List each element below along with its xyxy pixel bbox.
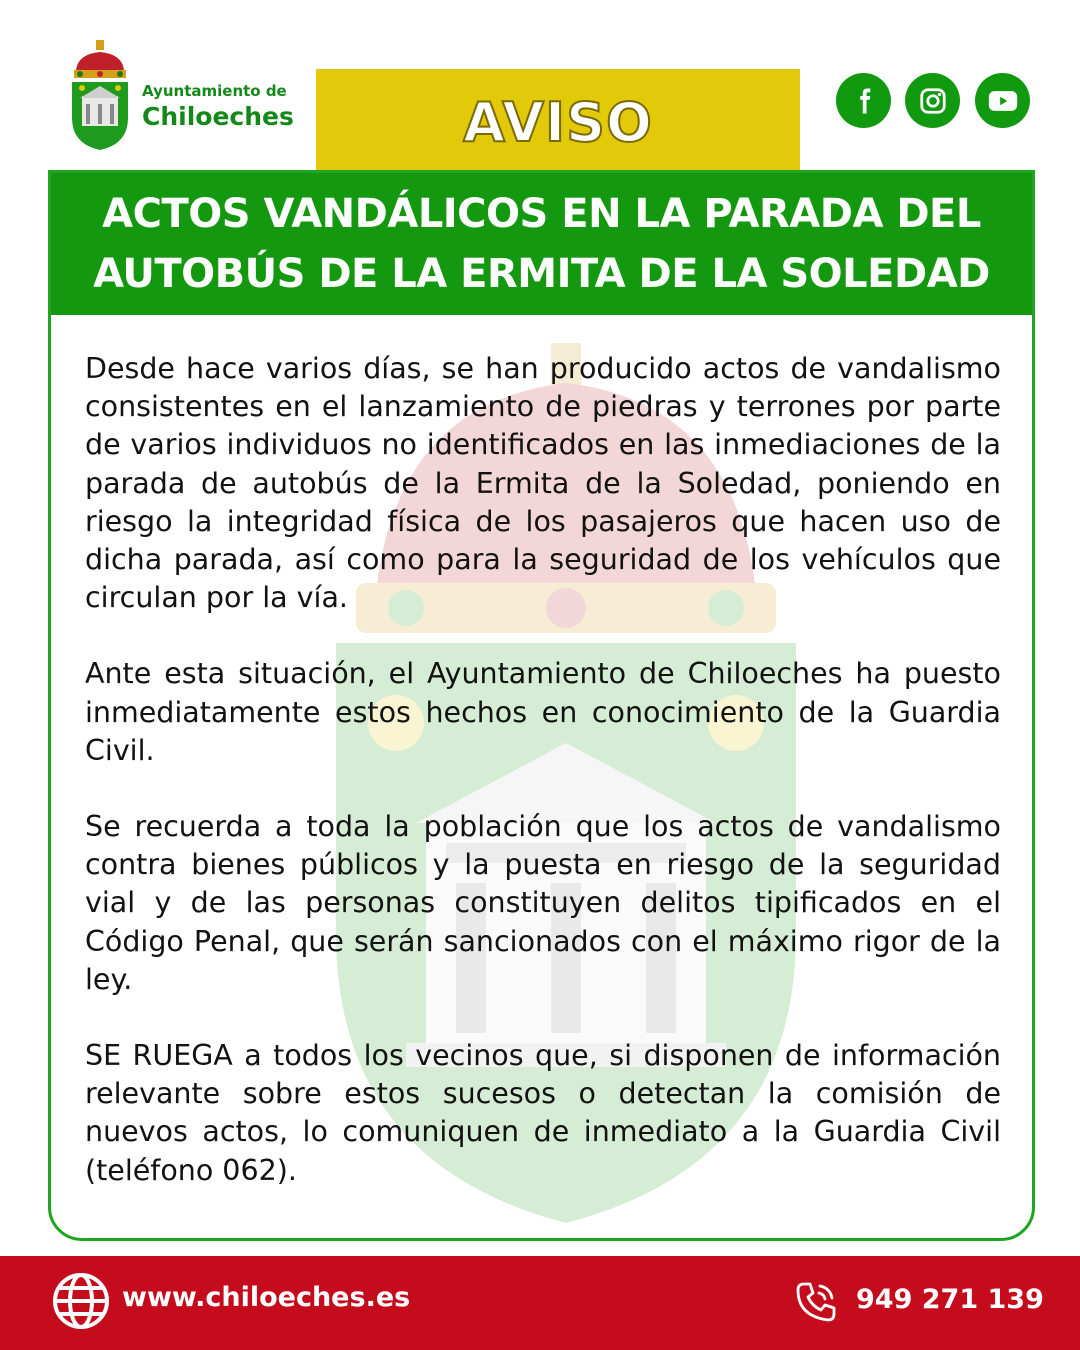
notice-paragraph-4: SE RUEGA a todos los vecinos que, si disponen de información relevante sobre estos sucesos o detectan la comisión de nuevos actos, lo comuniquen de inmediato a la Guardia Civil (teléfono 062). [85, 1039, 1001, 1187]
notice-card [48, 170, 1035, 1241]
coat-of-arms-icon [68, 40, 132, 152]
municipal-logo [68, 40, 308, 160]
facebook-link[interactable] [836, 73, 891, 128]
notice-paragraph-2: Ante esta situación, el Ayuntamiento de Chiloeches ha puesto inmediatamente estos hechos en conocimiento de la Guardia Civil. [85, 657, 1001, 767]
youtube-icon [986, 84, 1020, 118]
globe-icon [52, 1272, 110, 1330]
notice-title-bar [51, 173, 1032, 315]
footer-bar [0, 1256, 1080, 1350]
org-name-prefix: Ayuntamiento de [142, 82, 287, 100]
website-link[interactable]: www.chiloeches.es [122, 1282, 411, 1313]
notice-body [85, 350, 1001, 1228]
facebook-icon [849, 86, 879, 116]
notice-paragraph-3: Se recuerda a toda la población que los actos de vandalismo contra bienes públicos y la puesta en riesgo de la seguridad vial y de las personas constituyen delitos tipificados en el Código Penal, que serán sancionados con el máximo rigor de la ley. [85, 810, 1001, 996]
youtube-link[interactable] [975, 73, 1030, 128]
notice-title-line-1: ACTOS VANDÁLICOS EN LA PARADA DEL [102, 191, 981, 237]
notice-title-line-2: AUTOBÚS DE LA ERMITA DE LA SOLEDAD [93, 251, 990, 297]
instagram-icon [918, 86, 948, 116]
notice-paragraph-1: Desde hace varios días, se han producido actos de vandalismo consistentes en el lanzamiento de piedras y terrones por parte de varios individuos no identificados en las inmediaciones de la parada de autobús de la Ermita de la Soledad, poniendo en riesgo la integridad física de los pasajeros que hacen uso de dicha parada, así como para la seguridad de los vehículos que circulan por la vía. [85, 352, 1001, 615]
org-name: Chiloeches [142, 102, 294, 131]
phone-icon [794, 1280, 838, 1324]
notice-badge-label: AVISO [463, 91, 653, 154]
phone-number-link[interactable]: 949 271 139 [856, 1284, 1044, 1315]
instagram-link[interactable] [905, 73, 960, 128]
notice-badge [316, 69, 800, 170]
